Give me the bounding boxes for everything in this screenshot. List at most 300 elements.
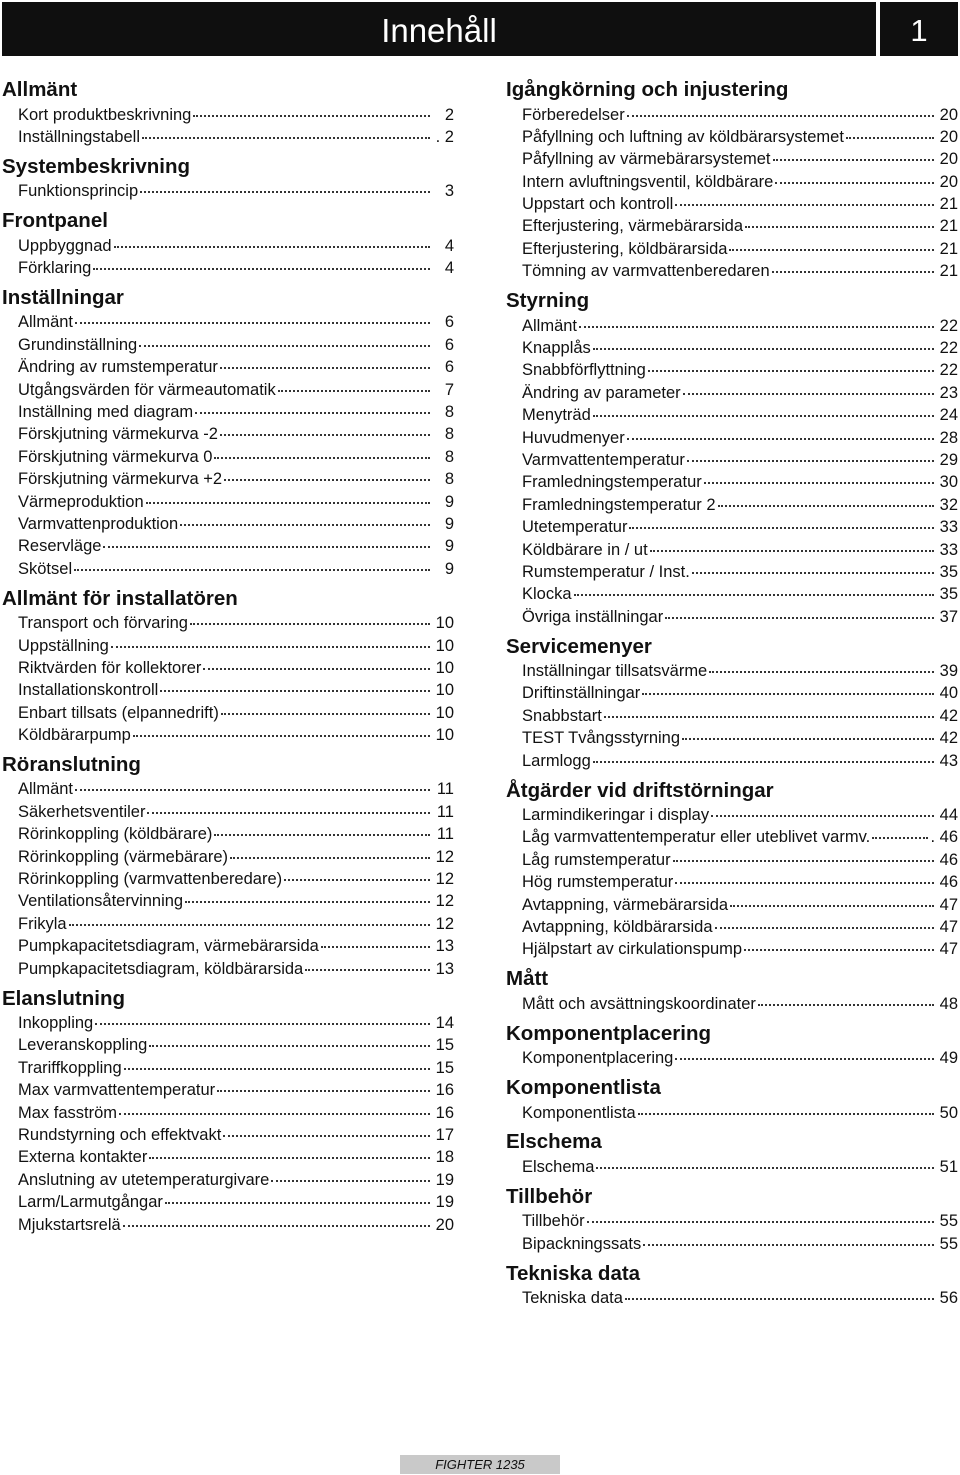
toc-entry-page: 47 xyxy=(939,940,958,959)
header-bar xyxy=(2,2,876,56)
toc-entry-label: Uppställning xyxy=(18,636,109,655)
dot-leader xyxy=(93,252,430,271)
toc-entry-label: Max fasström xyxy=(18,1103,118,1122)
dot-leader xyxy=(124,1051,430,1070)
section-heading: Allmänt för installatören xyxy=(2,586,238,610)
toc-entry-page: 48 xyxy=(939,994,958,1013)
toc-entry-page: 15 xyxy=(435,1058,454,1077)
dot-leader xyxy=(729,232,934,251)
dot-leader xyxy=(271,1163,430,1182)
dot-leader xyxy=(223,1118,430,1137)
toc-entry-label: Larmindikeringar i display xyxy=(522,806,710,825)
toc-entry[interactable] xyxy=(18,255,454,277)
toc-entry[interactable] xyxy=(522,258,958,280)
toc-entry-label: Påfyllning och luftning av köldbärarsystemet xyxy=(522,127,844,146)
toc-entry-label: Säkerhetsventiler xyxy=(18,802,146,821)
toc-entry-page: 30 xyxy=(939,473,958,492)
toc-entry-page: 10 xyxy=(435,681,454,700)
toc-entry-label: Tömning av varmvattenberedaren xyxy=(522,262,770,281)
dot-leader xyxy=(745,210,934,229)
toc-entry-page: 44 xyxy=(939,806,958,825)
toc-entry-label: Framledningstemperatur xyxy=(522,473,702,492)
toc-entry-label: Inställning med diagram xyxy=(18,403,194,422)
toc-entry-page: 12 xyxy=(435,870,454,889)
toc-entry-page: 7 xyxy=(444,380,454,399)
dot-leader xyxy=(758,987,934,1006)
toc-entry-page: 6 xyxy=(444,313,454,332)
toc-entry-page: 19 xyxy=(435,1193,454,1212)
toc-entry-page: 43 xyxy=(939,751,958,770)
toc-section xyxy=(2,78,454,146)
section-heading: Elschema xyxy=(506,1130,602,1154)
toc-entry[interactable] xyxy=(522,747,958,769)
toc-section xyxy=(2,286,454,578)
toc-entry-page: 23 xyxy=(939,383,958,402)
toc-entry-page: 22 xyxy=(939,316,958,335)
dot-leader xyxy=(149,1141,430,1160)
dot-leader xyxy=(682,722,934,741)
section-heading: Komponentlista xyxy=(506,1076,661,1100)
toc-entry-label: Larmlogg xyxy=(522,751,591,770)
toc-entry-label: Övriga inställningar xyxy=(522,607,664,626)
toc-entry-label: Ventilationsåtervinning xyxy=(18,892,184,911)
dot-leader xyxy=(133,719,430,738)
toc-section xyxy=(506,1262,958,1307)
toc-section xyxy=(2,753,454,978)
toc-entry-label: Utetemperatur xyxy=(522,518,628,537)
toc-entry-label: Menyträd xyxy=(522,406,591,425)
toc-entry-label: Skötsel xyxy=(18,559,73,578)
toc-entry-page: 14 xyxy=(435,1014,454,1032)
toc-entry-page: 55 xyxy=(939,1234,958,1253)
toc-entry-label: Inställningstabell xyxy=(18,127,140,146)
toc-entry-label: Mjukstartsrelä xyxy=(18,1215,121,1234)
dot-leader xyxy=(195,396,430,415)
dot-leader xyxy=(604,699,934,718)
toc-entry[interactable] xyxy=(18,1211,454,1233)
dot-leader xyxy=(214,440,430,459)
dot-leader xyxy=(119,1096,430,1115)
toc-entry-label: Leveranskoppling xyxy=(18,1036,148,1055)
toc-entry-label: Uppbyggnad xyxy=(18,236,112,255)
toc-entry-page: 20 xyxy=(939,150,958,169)
toc-entry-page: 50 xyxy=(939,1103,958,1122)
dot-leader xyxy=(193,98,430,117)
dot-leader xyxy=(627,98,934,117)
toc-entry-label: Rundstyrning och effektvakt xyxy=(18,1125,222,1144)
toc-entry-page: 12 xyxy=(435,892,454,911)
dot-leader xyxy=(629,511,934,530)
toc-right-column xyxy=(506,78,958,1307)
dot-leader xyxy=(284,863,430,882)
toc-entry-page: 8 xyxy=(444,425,454,444)
toc-entry-page: 8 xyxy=(444,470,454,489)
toc-entry-page: 55 xyxy=(939,1212,958,1231)
dot-leader xyxy=(220,418,430,437)
dot-leader xyxy=(190,607,430,626)
toc-entry-page: 12 xyxy=(435,914,454,933)
dot-leader xyxy=(146,485,430,504)
toc-entry-page: 33 xyxy=(939,540,958,559)
toc-entry-label: Påfyllning av värmebärarsystemet xyxy=(522,150,771,169)
toc-entry-label: Funktionsprincip xyxy=(18,182,139,201)
toc-entry-label: Riktvärden för kollektorer xyxy=(18,658,202,677)
toc-entry-page: 47 xyxy=(939,895,958,914)
toc-entry[interactable] xyxy=(18,178,454,200)
toc-entry-page: 42 xyxy=(939,729,958,748)
dot-leader xyxy=(574,578,934,597)
toc-entry-label: Ändring av rumstemperatur xyxy=(18,358,218,377)
toc-entry-label: Larm/Larmutgångar xyxy=(18,1193,163,1212)
toc-entry-page: 9 xyxy=(444,514,454,533)
toc-entry-label: Efterjustering, köldbärarsida xyxy=(522,239,728,258)
toc-entry-label: Pumpkapacitetsdiagram, värmebärarsida xyxy=(18,937,319,956)
toc-entry-label: Snabbförflyttning xyxy=(522,361,646,380)
toc-entry-label: Framledningstemperatur 2 xyxy=(522,495,716,514)
toc-entry[interactable] xyxy=(522,603,958,625)
toc-entry-label: Förklaring xyxy=(18,259,92,278)
dot-leader xyxy=(142,120,430,139)
dot-leader xyxy=(683,376,934,395)
toc-entry-page: 2 xyxy=(444,105,454,124)
toc-section xyxy=(506,289,958,625)
dot-leader xyxy=(305,952,430,971)
toc-entry-label: Förberedelser xyxy=(522,105,625,124)
toc-entry-page: 29 xyxy=(939,450,958,469)
toc-entry-label: Allmänt xyxy=(18,313,74,332)
toc-entry-label: Hjälpstart av cirkulationspump xyxy=(522,940,743,959)
toc-entry-label: Hög rumstemperatur xyxy=(522,873,674,892)
toc-entry-page: 17 xyxy=(435,1125,454,1144)
toc-entry-page: . 46 xyxy=(930,828,958,847)
section-heading: Servicemenyer xyxy=(506,634,652,658)
toc-section xyxy=(506,78,958,280)
dot-leader xyxy=(643,1227,934,1246)
dot-leader xyxy=(648,354,934,373)
toc-entry-page: 20 xyxy=(939,105,958,124)
toc-entry[interactable] xyxy=(522,1285,958,1307)
dot-leader xyxy=(321,930,430,949)
toc-entry[interactable] xyxy=(522,990,958,1012)
toc-entry-label: Avtappning, köldbärarsida xyxy=(522,918,713,936)
toc-entry-page: 47 xyxy=(939,918,958,936)
toc-section xyxy=(506,1076,958,1121)
toc-entry-label: Grundinställning xyxy=(18,335,138,354)
dot-leader xyxy=(123,1208,430,1227)
toc-entry-label: Förskjutning värmekurva 0 xyxy=(18,447,213,466)
dot-leader xyxy=(224,463,430,482)
toc-entry-page: 32 xyxy=(939,495,958,514)
toc-entry-page: 56 xyxy=(939,1289,958,1308)
toc-entry-label: Max varmvattentemperatur xyxy=(18,1081,216,1100)
toc-entry-label: Värmeproduktion xyxy=(18,492,144,511)
dot-leader xyxy=(625,1282,934,1301)
toc-entry-page: 28 xyxy=(939,428,958,447)
dot-leader xyxy=(650,533,934,552)
dot-leader xyxy=(69,907,430,926)
toc-entry-label: Anslutning av utetemperaturgivare xyxy=(18,1170,270,1189)
toc-entry-page: 39 xyxy=(939,662,958,681)
dot-leader xyxy=(846,120,934,139)
toc-entry-label: Rörinkoppling (värmebärare) xyxy=(18,847,229,866)
section-heading: Inställningar xyxy=(2,285,124,309)
dot-leader xyxy=(675,1042,934,1061)
section-heading: Tekniska data xyxy=(506,1261,641,1285)
toc-entry-label: Mått och avsättningskoordinater xyxy=(522,994,756,1013)
toc-entry-label: Pumpkapacitetsdiagram, köldbärarsida xyxy=(18,959,304,978)
toc-entry-label: Externa kontakter xyxy=(18,1148,148,1167)
toc-entry-page: 46 xyxy=(939,850,958,869)
dot-leader xyxy=(75,773,430,792)
dot-leader xyxy=(160,674,430,693)
toc-entry[interactable] xyxy=(522,1230,958,1252)
toc-entry-label: Köldbärarpump xyxy=(18,726,131,745)
dot-leader xyxy=(872,821,928,840)
toc-entry-label: Frikyla xyxy=(18,914,67,933)
toc-entry-page: 6 xyxy=(444,335,454,354)
dot-leader xyxy=(587,1205,934,1224)
toc-entry-label: Varmvattentemperatur xyxy=(522,450,685,469)
toc-section xyxy=(506,1130,958,1175)
toc-entry-page: 13 xyxy=(435,937,454,956)
dot-leader xyxy=(140,175,430,194)
dot-leader xyxy=(665,600,934,619)
dot-leader xyxy=(139,328,430,347)
toc-entry-label: Intern avluftningsventil, köldbärare xyxy=(522,172,774,191)
toc-entry-page: 16 xyxy=(435,1103,454,1122)
dot-leader xyxy=(165,1186,430,1205)
toc-entry-page: 35 xyxy=(939,585,958,604)
toc-entry-label: Inställningar tillsatsvärme xyxy=(522,662,708,681)
toc-entry-label: TEST Tvångsstyrning xyxy=(522,729,681,748)
toc-entry-page: 21 xyxy=(939,262,958,281)
toc-entry-label: Rumstemperatur / Inst. xyxy=(522,562,690,581)
section-heading: Tillbehör xyxy=(506,1184,593,1208)
dot-leader xyxy=(114,229,430,248)
dot-leader xyxy=(718,488,934,507)
dot-leader xyxy=(593,744,934,763)
toc-entry-page: 33 xyxy=(939,518,958,537)
toc-section xyxy=(2,987,454,1234)
toc-entry-page: 35 xyxy=(939,562,958,581)
dot-leader xyxy=(230,840,430,859)
dot-leader xyxy=(217,1074,430,1093)
toc-entry-page: 46 xyxy=(939,873,958,892)
toc-entry-label: Tillbehör xyxy=(522,1212,585,1231)
dot-leader xyxy=(627,421,934,440)
toc-entry-label: Uppstart och kontroll xyxy=(522,195,674,214)
toc-entry-label: Allmänt xyxy=(18,780,74,799)
toc-entry-label: Rörinkoppling (varmvattenberedare) xyxy=(18,870,283,889)
toc-entry-page: 21 xyxy=(939,195,958,214)
toc-entry-page: 8 xyxy=(444,403,454,422)
toc-entry[interactable] xyxy=(18,722,454,744)
toc-entry-page: 4 xyxy=(444,236,454,255)
dot-leader xyxy=(675,188,934,207)
toc-entry-label: Ändring av parameter xyxy=(522,383,681,402)
dot-leader xyxy=(638,1096,934,1115)
toc-entry-label: Komponentplacering xyxy=(522,1049,674,1068)
dot-leader xyxy=(715,911,935,930)
toc-entry-page: 13 xyxy=(435,959,454,978)
toc-entry-label: Enbart tillsats (elpannedrift) xyxy=(18,703,219,722)
toc-entry[interactable] xyxy=(18,555,454,577)
dot-leader xyxy=(220,351,430,370)
toc-entry-label: Förskjutning värmekurva -2 xyxy=(18,425,218,444)
dot-leader xyxy=(185,885,430,904)
dot-leader xyxy=(772,255,934,274)
dot-leader xyxy=(149,1029,430,1048)
toc-entry-page: 22 xyxy=(939,339,958,358)
toc-entry-label: Trariffkoppling xyxy=(18,1058,122,1077)
toc-entry-page: . 2 xyxy=(435,127,454,146)
toc-entry-page: 37 xyxy=(939,607,958,626)
section-heading: Röranslutning xyxy=(2,752,141,776)
toc-entry[interactable] xyxy=(522,936,958,958)
toc-entry-page: 12 xyxy=(435,847,454,866)
toc-entry[interactable] xyxy=(18,955,454,977)
toc-section xyxy=(506,1185,958,1253)
toc-section xyxy=(506,1022,958,1067)
toc-entry-page: 8 xyxy=(444,447,454,466)
toc-entry-label: Bipackningssats xyxy=(522,1234,642,1253)
dot-leader xyxy=(709,655,934,674)
toc-entry[interactable] xyxy=(522,1153,958,1175)
toc-entry-page: 20 xyxy=(435,1215,454,1234)
dot-leader xyxy=(111,629,430,648)
dot-leader xyxy=(773,143,934,162)
dot-leader xyxy=(103,530,430,549)
dot-leader xyxy=(775,165,934,184)
toc-entry-label: Huvudmenyer xyxy=(522,428,625,447)
toc-section xyxy=(2,155,454,200)
toc-section xyxy=(2,209,454,277)
toc-entry-page: 10 xyxy=(435,636,454,655)
toc-entry-page: 6 xyxy=(444,358,454,377)
toc-section xyxy=(506,967,958,1012)
dot-leader xyxy=(593,399,934,418)
toc-entry-label: Installationskontroll xyxy=(18,681,159,700)
toc-entry-label: Inkoppling xyxy=(18,1014,94,1032)
dot-leader xyxy=(147,795,430,814)
toc-entry-page: 16 xyxy=(435,1081,454,1100)
section-heading: Igångkörning och injustering xyxy=(506,78,789,101)
toc-entry-label: Kort produktbeskrivning xyxy=(18,105,192,124)
toc-entry-label: Efterjustering, värmebärarsida xyxy=(522,217,744,236)
section-heading: Komponentplacering xyxy=(506,1021,712,1045)
section-heading: Frontpanel xyxy=(2,209,108,233)
toc-entry-page: 11 xyxy=(436,780,454,799)
dot-leader xyxy=(74,552,430,571)
page-number: 1 xyxy=(880,2,958,56)
toc-entry-label: Låg rumstemperatur xyxy=(522,850,671,869)
toc-entry-label: Tekniska data xyxy=(522,1289,623,1308)
toc-entry-page: 15 xyxy=(435,1036,454,1055)
dot-leader xyxy=(278,373,430,392)
dot-leader xyxy=(744,933,934,952)
toc-entry-page: 9 xyxy=(444,559,454,578)
toc-section xyxy=(506,635,958,770)
page-title: Innehåll xyxy=(381,12,497,49)
section-heading: Systembeskrivning xyxy=(2,154,190,178)
section-heading: Mått xyxy=(506,967,549,991)
toc-entry-page: 9 xyxy=(444,537,454,556)
toc-entry-label: Utgångsvärden för värmeautomatik xyxy=(18,380,276,399)
toc-entry-page: 3 xyxy=(444,182,454,201)
dot-leader xyxy=(95,1007,430,1026)
toc-entry-page: 51 xyxy=(939,1157,958,1176)
dot-leader xyxy=(692,555,934,574)
toc-entry-page: 40 xyxy=(939,684,958,703)
toc-entry-label: Låg varmvattentemperatur eller uteblivet varmv. xyxy=(522,828,871,847)
dot-leader xyxy=(642,677,934,696)
toc-entry-page: 10 xyxy=(435,614,454,633)
toc-entry-label: Elschema xyxy=(522,1157,595,1176)
toc-entry-label: Komponentlista xyxy=(522,1103,636,1122)
toc-entry-label: Klocka xyxy=(522,585,572,604)
toc-entry-label: Snabbstart xyxy=(522,706,602,725)
section-heading: Åtgärder vid driftstörningar xyxy=(506,778,774,802)
toc-entry[interactable] xyxy=(522,1099,958,1121)
toc-entry-page: 20 xyxy=(939,172,958,191)
footer-bar xyxy=(400,1455,560,1474)
dot-leader xyxy=(579,309,934,328)
toc-entry-page: 10 xyxy=(435,658,454,677)
toc-entry-page: 11 xyxy=(436,825,454,844)
toc-entry-label: Köldbärare in / ut xyxy=(522,540,648,559)
dot-leader xyxy=(687,443,934,462)
toc-entry-label: Transport och förvaring xyxy=(18,614,188,633)
toc-entry[interactable] xyxy=(18,123,454,145)
toc-entry-page: 9 xyxy=(444,492,454,511)
dot-leader xyxy=(596,1150,934,1169)
footer-product-name: FIGHTER 1235 xyxy=(435,1457,525,1472)
toc-section xyxy=(506,779,958,959)
toc-entry-label: Varmvattenproduktion xyxy=(18,514,179,533)
toc-entry-label: Reservläge xyxy=(18,537,102,556)
toc-entry-page: 21 xyxy=(939,239,958,258)
toc-entry-label: Avtappning, värmebärarsida xyxy=(522,895,729,914)
section-heading: Styrning xyxy=(506,289,590,313)
toc-entry-page: 49 xyxy=(939,1049,958,1068)
dot-leader xyxy=(711,799,934,818)
dot-leader xyxy=(593,332,934,351)
toc-entry-page: 20 xyxy=(939,127,958,146)
toc-entry-page: 22 xyxy=(939,361,958,380)
dot-leader xyxy=(203,651,430,670)
toc-entry-label: Driftinställningar xyxy=(522,684,641,703)
dot-leader xyxy=(180,507,430,526)
toc-left-column xyxy=(2,78,454,1233)
toc-entry-page: 4 xyxy=(444,259,454,278)
toc-entry-label: Knapplås xyxy=(522,339,591,358)
toc-entry-page: 42 xyxy=(939,706,958,725)
toc-entry-page: 10 xyxy=(435,726,454,745)
toc-entry-page: 19 xyxy=(435,1170,454,1189)
toc-entry-label: Allmänt xyxy=(522,316,578,335)
toc-section xyxy=(2,587,454,744)
dot-leader xyxy=(730,888,934,907)
toc-entry-page: 10 xyxy=(435,703,454,722)
section-heading: Elanslutning xyxy=(2,986,125,1010)
dot-leader xyxy=(75,306,430,325)
dot-leader xyxy=(673,843,934,862)
toc-entry-page: 24 xyxy=(939,406,958,425)
toc-entry[interactable] xyxy=(522,1045,958,1067)
dot-leader xyxy=(221,696,430,715)
toc-entry-page: 11 xyxy=(436,802,454,821)
toc-entry-label: Rörinkoppling (köldbärare) xyxy=(18,825,213,844)
